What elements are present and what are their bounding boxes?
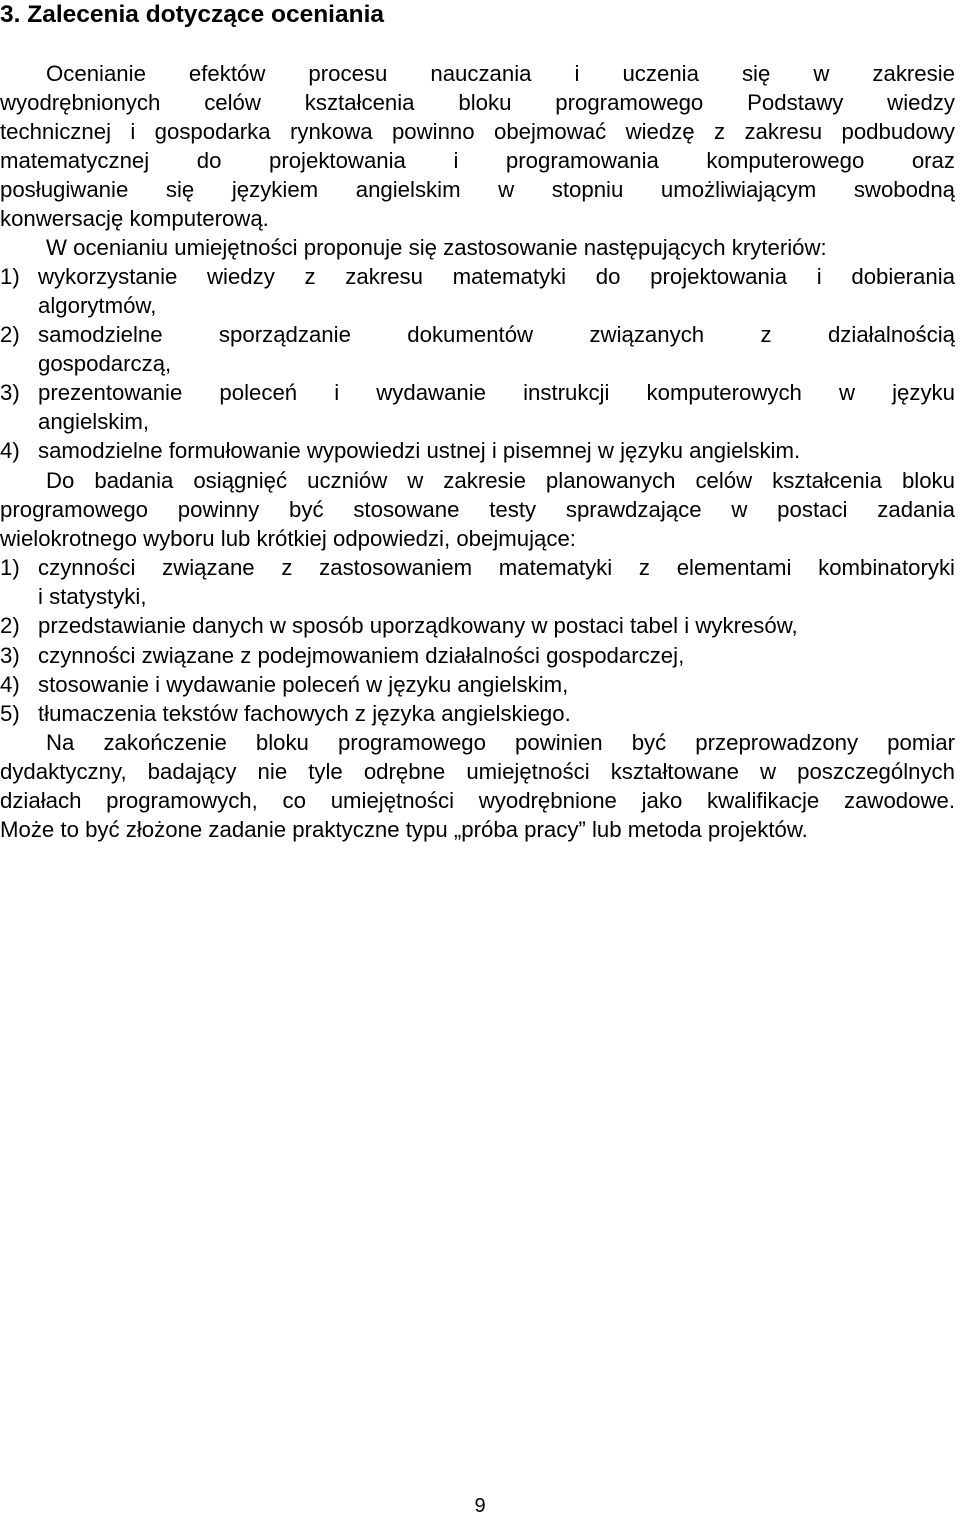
text-line: Do badania osiągnięć uczniów w zakresie planowanych celów kształcenia bloku <box>46 468 955 493</box>
list-item-line: algorytmów, <box>38 293 157 318</box>
text-line: konwersację komputerową. <box>0 206 269 231</box>
text-line: posługiwanie się językiem angielskim w stopniu umożliwiającym swobodną <box>0 177 955 202</box>
text-line: W ocenianiu umiejętności proponuje się zastosowanie następujących kryteriów: <box>46 235 827 260</box>
list-item-line: angielskim, <box>38 409 149 434</box>
text-line: działach programowych, co umiejętności wyodrębnione jako kwalifikacje zawodowe. <box>0 788 955 813</box>
list-item-line: prezentowanie poleceń i wydawanie instrukcji komputerowych w języku <box>38 380 955 405</box>
list-item-line: tłumaczenia tekstów fachowych z języka angielskiego. <box>38 701 571 726</box>
text-line: Na zakończenie bloku programowego powinien być przeprowadzony pomiar <box>46 730 955 755</box>
text-line: wyodrębnionych celów kształcenia bloku programowego Podstawy wiedzy <box>0 90 955 115</box>
text-line: dydaktyczny, badający nie tyle odrębne umiejętności kształtowane w poszczególnych <box>0 759 955 784</box>
list-item-line: przedstawianie danych w sposób uporządkowany w postaci tabel i wykresów, <box>38 613 798 638</box>
list-number: 1) <box>0 264 20 289</box>
list-number: 1) <box>0 555 20 580</box>
list-number: 3) <box>0 380 20 405</box>
list-number: 2) <box>0 613 20 638</box>
list-item-line: samodzielne formułowanie wypowiedzi ustnej i pisemnej w języku angielskim. <box>38 438 801 463</box>
text-line: programowego powinny być stosowane testy sprawdzające w postaci zadania <box>0 497 955 522</box>
text-line: Może to być złożone zadanie praktyczne typu „próba pracy” lub metoda projektów. <box>0 817 808 842</box>
list-item-line: stosowanie i wydawanie poleceń w języku angielskim, <box>38 672 569 697</box>
list-item-line: czynności związane z podejmowaniem działalności gospodarczej, <box>38 643 685 668</box>
list-number: 5) <box>0 701 20 726</box>
text-line: Ocenianie efektów procesu nauczania i uczenia się w zakresie <box>46 61 955 86</box>
list-number: 4) <box>0 438 20 463</box>
list-number: 2) <box>0 322 20 347</box>
list-number: 4) <box>0 672 20 697</box>
section-heading: 3. Zalecenia dotyczące oceniania <box>0 1 385 28</box>
list-item-line: wykorzystanie wiedzy z zakresu matematyki do projektowania i dobierania <box>38 264 955 289</box>
list-item-line: gospodarczą, <box>38 351 172 376</box>
page-number: 9 <box>474 1495 486 1517</box>
text-line: technicznej i gospodarka rynkowa powinno obejmować wiedzę z zakresu podbudowy <box>0 119 955 144</box>
list-number: 3) <box>0 643 20 668</box>
list-item-line: i statystyki, <box>38 584 147 609</box>
text-line: wielokrotnego wyboru lub krótkiej odpowiedzi, obejmujące: <box>0 526 576 551</box>
list-item-line: czynności związane z zastosowaniem matematyki z elementami kombinatoryki <box>38 555 955 580</box>
text-line: matematycznej do projektowania i programowania komputerowego oraz <box>0 148 955 173</box>
list-item-line: samodzielne sporządzanie dokumentów związanych z działalnością <box>38 322 955 347</box>
